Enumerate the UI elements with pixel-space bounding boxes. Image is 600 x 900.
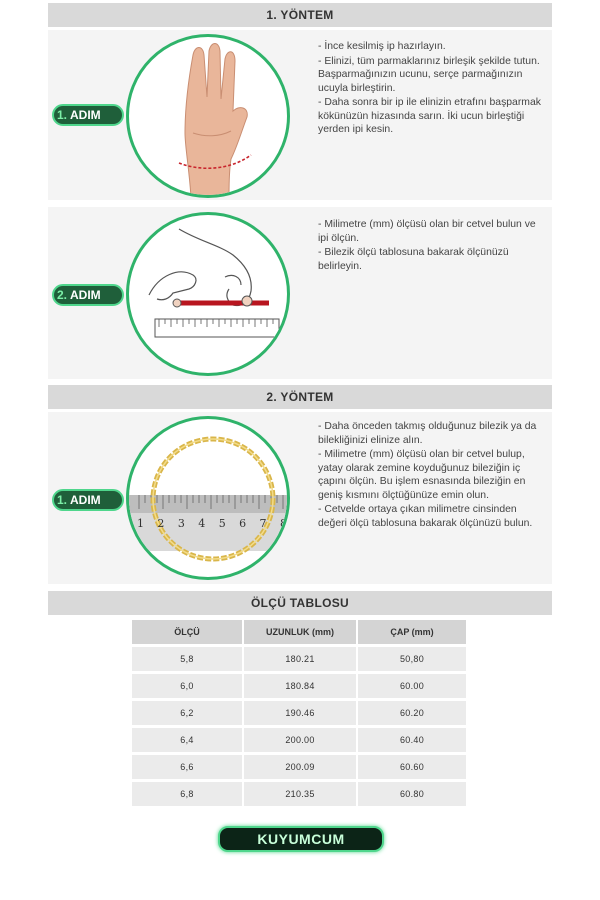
bracelet-icon [129,419,290,580]
ruler-digit: 8 [279,517,287,530]
size-table [132,617,466,809]
table-row [132,782,466,806]
ruler-digits [137,517,287,530]
table-row [132,728,466,752]
table-row [132,701,466,725]
method1-title: 1. YÖNTEM [266,8,334,22]
table-row [132,755,466,779]
table-cell: 180.21 [242,647,356,671]
column-header-cap: ÇAP (mm) [356,620,466,644]
ruler-digit: 4 [198,517,206,530]
column-header-uzunluk: UZUNLUK (mm) [242,620,356,644]
badge-number: 2. [57,288,68,302]
table-cell: 200.09 [242,755,356,779]
table-cell: 60.00 [356,674,466,698]
method1-step2-instructions [318,218,548,274]
table-cell: 6,2 [132,701,242,725]
badge-label: ADIM [70,493,101,507]
ruler-string-illustration [126,212,290,376]
instruction-line: - Bilezik ölçü tablosuna bakarak ölçünüzü belirleyin. [318,247,509,272]
instruction-line: - Elinizi, tüm parmaklarınız birleşik şekilde tutun. Başparmağınızın ucunu, serçe parmağınızın ucuyla birleştirin. [318,55,540,94]
instruction-line: - Milimetre (mm) ölçüsü olan bir cetvel bulup, yatay olarak zemine koyduğunuz bileziğin iç çapını ölçün. Bu işlem esnasında bileziğin en geniş kısmını ölçtüğünüze emin olun. [318,449,526,501]
table-cell: 6,8 [132,782,242,806]
table-cell: 50,80 [356,647,466,671]
method2-title: 2. YÖNTEM [266,390,334,404]
table-cell: 60.40 [356,728,466,752]
ruler-measure-icon [129,215,290,376]
badge-number: 1. [57,493,68,507]
method1-step1-instructions [318,40,548,138]
instruction-line: - Daha önceden takmış olduğunuz bilezik ya da bilekliğinizi elinize alın. [318,421,537,446]
method2-step1-instructions [318,420,548,531]
table-row [132,647,466,671]
instruction-line: - Daha sonra bir ip ile elinizin etrafını başparmak kökünüzün hizasında sarın. İki ucun birleştiği yerden ipi kesin. [318,97,541,135]
table-cell: 180.84 [242,674,356,698]
column-header-olcu: ÖLÇÜ [132,620,242,644]
brand-label: KUYUMCUM [257,831,345,847]
method1-header [48,3,552,27]
ruler-digit: 2 [157,517,165,530]
table-cell: 60.80 [356,782,466,806]
ruler-digit: 7 [259,517,267,530]
table-cell: 60.60 [356,755,466,779]
ruler-digit: 6 [239,517,247,530]
table-cell: 6,6 [132,755,242,779]
bracelet-ruler-illustration [126,416,290,580]
table-cell: 200.00 [242,728,356,752]
table-cell: 6,0 [132,674,242,698]
instruction-line: - Cetvelde ortaya çıkan milimetre cinsinden değeri ölçü tablosuna bakarak ölçünüzü bulun. [318,504,533,529]
ruler-digit: 3 [177,517,185,530]
method1-step2-badge [52,284,124,306]
table-cell: 5,8 [132,647,242,671]
table-row [132,674,466,698]
badge-label: ADIM [70,108,101,122]
table-cell: 190.46 [242,701,356,725]
badge-label: ADIM [70,288,101,302]
ruler-digit: 1 [137,517,144,530]
method2-step1-badge [52,489,124,511]
instruction-line: - Milimetre (mm) ölçüsü olan bir cetvel bulun ve ipi ölçün. [318,219,536,244]
brand-logo [218,826,384,852]
size-table-header [48,591,552,615]
table-header-row [132,620,466,644]
table-cell: 210.35 [242,782,356,806]
table-cell: 60.20 [356,701,466,725]
size-table-title: ÖLÇÜ TABLOSU [250,596,350,610]
method2-header [48,385,552,409]
hand-wrap-illustration [126,34,290,198]
hand-icon [129,37,290,198]
method1-step1-badge [52,104,124,126]
table-cell: 6,4 [132,728,242,752]
instruction-line: - İnce kesilmiş ip hazırlayın. [318,41,446,52]
ruler-digit: 5 [218,517,226,530]
badge-number: 1. [57,108,68,122]
